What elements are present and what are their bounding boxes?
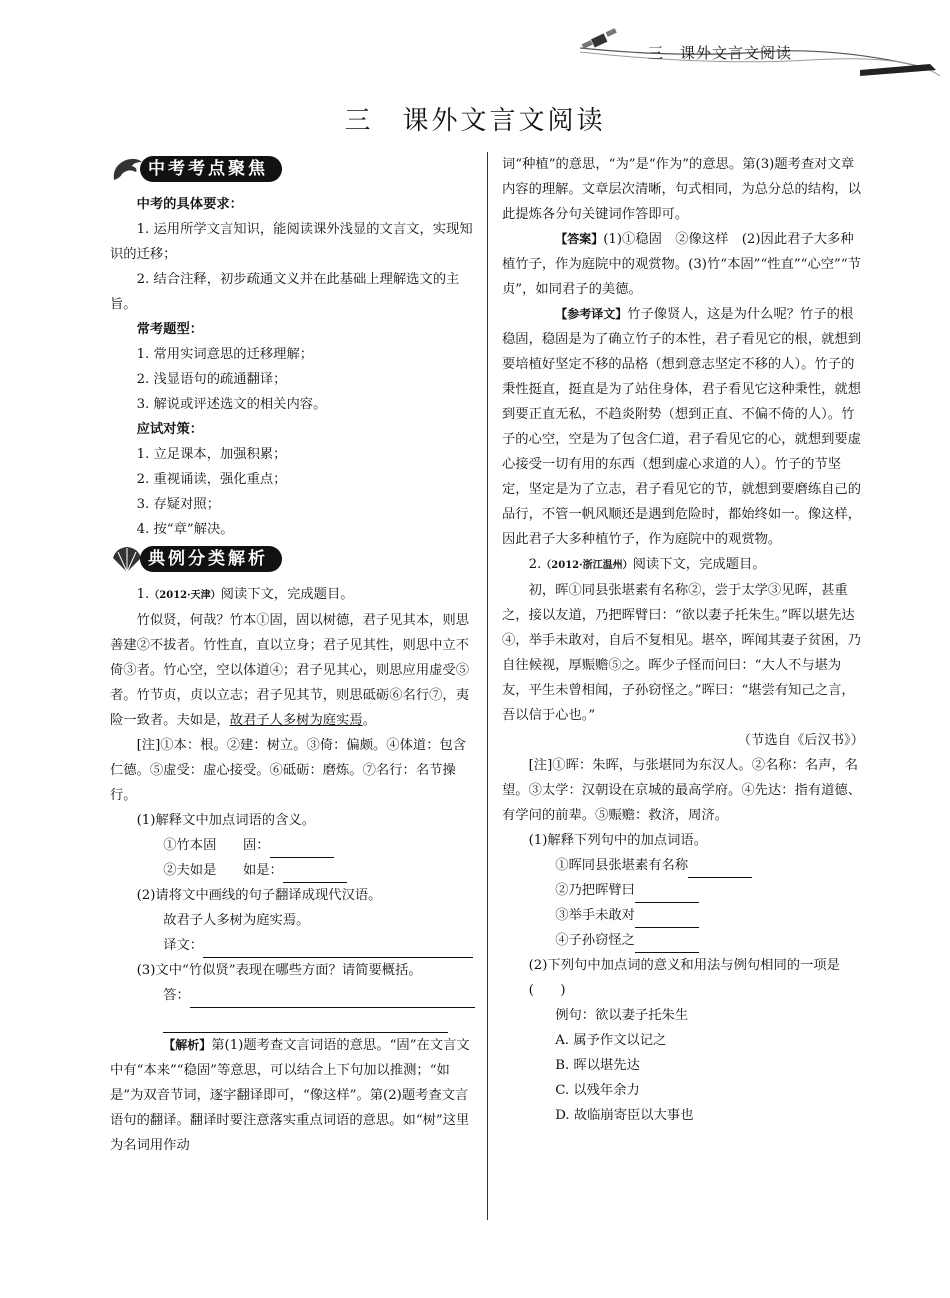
passage-text: ⑦，夷险一致者。夫如是， bbox=[110, 688, 470, 728]
running-title: 三 课外文言文阅读 bbox=[648, 44, 793, 62]
analysis-tag: 【解析】 bbox=[163, 1038, 212, 1052]
option-a[interactable]: A. 属予作文以记之 bbox=[555, 1033, 667, 1048]
translation-text: 竹子像贤人，这是为什么呢？竹子的根稳固，稳固是为了确立竹子的本性，君子看见它的根，就想到要培植好坚定不移的品格（想到意志坚定不移的人）。竹子的秉性挺直，挺直是为了站住身体，君子看见它这种秉性，就想到要正直无私，不趋炎附势（想到正直、不偏不倚的人）。竹子的心空，空是为了包含仁道，君子看见它的心，就想到要虚心接受一切有用的东西（想到虚心求道的人）。竹子的节坚定，坚定是为了立志，君子看见它的节，就想到要磨练自己的品行，不管一帆风顺还是遇到危险时，都始终如一。像这样，因此君子大多种植竹子，作为庭院中的观赏物。 bbox=[502, 307, 862, 547]
subquestion-item bbox=[502, 928, 864, 953]
shell-icon bbox=[110, 544, 144, 576]
subquestion: (1)解释文中加点词语的含义。 bbox=[136, 813, 315, 828]
subquestion: (2)下列句中加点词的意义和用法与例句相同的一项是( ) bbox=[528, 958, 840, 998]
subquestion-item bbox=[502, 878, 864, 903]
question-2-header bbox=[502, 552, 864, 578]
subquestion: (1)解释下列句中的加点词语。 bbox=[528, 833, 707, 848]
note-1: [注]①本：根。②建：树立。③倚：偏颇。④体道：包含仁德。⑤虚受：虚心接受。⑥砥砺：磨炼。⑦名行：名节操行。 bbox=[110, 738, 467, 803]
passage-text: ①固，固以树德，君子见其本，则思善建 bbox=[110, 613, 470, 653]
subquestion-item bbox=[110, 833, 475, 858]
strategy-item: 1. 立足课本，加强积累； bbox=[136, 447, 287, 462]
subquestion-item bbox=[502, 903, 864, 928]
passage-2: 初，晖①同县张堪素有名称②，尝于太学③见晖，甚重之，接以友道，乃把晖臂曰：“欲以妻子托朱生。”晖以堪先达④，举手未敢对，自后不复相见。堪卒，晖闻其妻子贫困，乃自往候视，厚赈赡⑤之。晖少子怪而问曰：“大人不与堪为友，平生未曾相闻，子孙窃怪之。”晖曰：“堪尝有知己之言，吾以信于心也。” bbox=[502, 583, 862, 723]
question-instruction: 阅读下文，完成题目。 bbox=[220, 587, 354, 602]
reference-translation bbox=[502, 302, 864, 552]
left-column bbox=[110, 152, 475, 1158]
option-c[interactable]: C. 以残年余力 bbox=[555, 1083, 640, 1098]
satellite-icon bbox=[582, 28, 617, 49]
answer-blank[interactable] bbox=[163, 1012, 448, 1033]
req-title: 中考的具体要求： bbox=[136, 197, 243, 212]
subquestion-item bbox=[502, 853, 864, 878]
passage-text: 竹似贤，何哉？竹本 bbox=[136, 613, 257, 628]
types-title: 常考题型： bbox=[136, 322, 204, 337]
item-text: ④子孙窃怪之 bbox=[555, 933, 635, 948]
question-source: （2012·天津） bbox=[149, 590, 221, 601]
item-text: ①晖同县张堪素有名称 bbox=[555, 858, 689, 873]
item-text: ②夫如是 如是： bbox=[163, 863, 283, 878]
column-divider bbox=[487, 152, 488, 1220]
subquestion: (3)文中“竹似贤”表现在哪些方面？请简要概括。 bbox=[136, 963, 422, 978]
example-sentence: 例句：欲以妻子托朱生 bbox=[555, 1008, 689, 1023]
question-number: 2. bbox=[528, 557, 542, 572]
req-item: 2. 结合注释，初步疏通文义并在此基础上理解选文的主旨。 bbox=[110, 272, 460, 312]
passage-1 bbox=[110, 608, 475, 733]
translation-line bbox=[110, 933, 475, 958]
strategy-item: 2. 重视诵读，强化重点； bbox=[136, 472, 287, 487]
subquestion: (2)请将文中画线的句子翻译成现代汉语。 bbox=[136, 888, 382, 903]
analysis-continued: 词“种植”的意思，“为”是“作为”的意思。第(3)题考查对文章内容的理解。文章层次清晰，句式相同，为总分总的结构，以此提炼各分句关键词作答即可。 bbox=[502, 157, 862, 222]
underlined-sentence: 故君子人多树为庭实焉 bbox=[229, 713, 363, 728]
passage-text: ④；君子见其心，则思应用虚受 bbox=[269, 663, 456, 678]
banner-label: 中考考点聚焦 bbox=[140, 156, 282, 182]
type-item: 2. 浅显语句的疏通翻译； bbox=[136, 372, 287, 387]
passage-text: 。 bbox=[362, 713, 376, 728]
section-banner-examples bbox=[110, 542, 475, 578]
strategy-title: 应试对策： bbox=[136, 422, 204, 437]
item-text: ③举手未敢对 bbox=[555, 908, 635, 923]
item-text: ②乃把晖臂曰 bbox=[555, 883, 635, 898]
sentence-to-translate: 故君子人多树为庭实焉。 bbox=[163, 913, 310, 928]
right-column bbox=[502, 152, 864, 1128]
answer-tag: 【答案】 bbox=[555, 232, 604, 246]
dolphin-icon bbox=[110, 154, 144, 186]
page-title: 三 课外文言文阅读 bbox=[344, 106, 606, 136]
question-number: 1. bbox=[136, 587, 150, 602]
answer bbox=[502, 227, 864, 302]
item-text: 答： bbox=[163, 988, 190, 1003]
question-instruction: 阅读下文，完成题目。 bbox=[632, 557, 766, 572]
answer-line bbox=[110, 983, 475, 1008]
answer-text: (1)①稳固 ②像这样 (2)因此君子大多种植竹子，作为庭院中的观赏物。(3)竹“本固”“性直”“心空”“节贞”，如同君子的美德。 bbox=[502, 232, 861, 297]
answer-line bbox=[110, 1008, 475, 1033]
option-d[interactable]: D. 故临崩寄臣以大事也 bbox=[555, 1108, 694, 1123]
analysis bbox=[110, 1033, 475, 1158]
question-1-header bbox=[110, 582, 475, 608]
subquestion-item bbox=[110, 858, 475, 883]
note-2: [注]①晖：朱晖，与张堪同为东汉人。②名称：名声，名望。③太学：汉朝设在京城的最高学府。④先达：指有道德、有学问的前辈。⑤赈赡：救济，周济。 bbox=[502, 758, 862, 823]
req-item: 1. 运用所学文言知识，能阅读课外浅显的文言文，实现知识的迁移； bbox=[110, 222, 473, 262]
question-source: （2012·浙江温州） bbox=[541, 560, 633, 571]
strategy-item: 3. 存疑对照； bbox=[136, 497, 220, 512]
item-text: ①竹本固 固： bbox=[163, 838, 270, 853]
strategy-item: 4. 按“章”解决。 bbox=[136, 522, 234, 537]
passage-text: ⑤者。竹节贞，贞以立志；君子见其节，则思砥砺 bbox=[110, 663, 470, 703]
section-banner-focus bbox=[110, 152, 475, 188]
item-text: 译文： bbox=[163, 938, 204, 953]
analysis-text: 第(1)题考查文言词语的意思。“固”在文言文中有“本来”“稳固”等意思，可以结合上下句加以推测；“如是”为双音节词，逐字翻译即可，“像这样”。第(2)题考查文言语句的翻译。翻译时要注意落实重点词语的意思。如“树”这里为名词用作动 bbox=[110, 1038, 470, 1153]
type-item: 3. 解说或评述选文的相关内容。 bbox=[136, 397, 327, 412]
passage-text: ②不拔者。竹性直，直以立身；君子见其性，则思中立不倚 bbox=[110, 638, 470, 678]
passage-text: ⑥名行 bbox=[389, 688, 430, 703]
passage-text: ③者。竹心空，空以体道 bbox=[123, 663, 270, 678]
passage-source: （节选自《后汉书》） bbox=[737, 733, 864, 748]
type-item: 1. 常用实词意思的迁移理解； bbox=[136, 347, 314, 362]
banner-label: 典例分类解析 bbox=[140, 546, 282, 572]
translation-tag: 【参考译文】 bbox=[555, 307, 628, 321]
option-b[interactable]: B. 晖以堪先达 bbox=[555, 1058, 640, 1073]
